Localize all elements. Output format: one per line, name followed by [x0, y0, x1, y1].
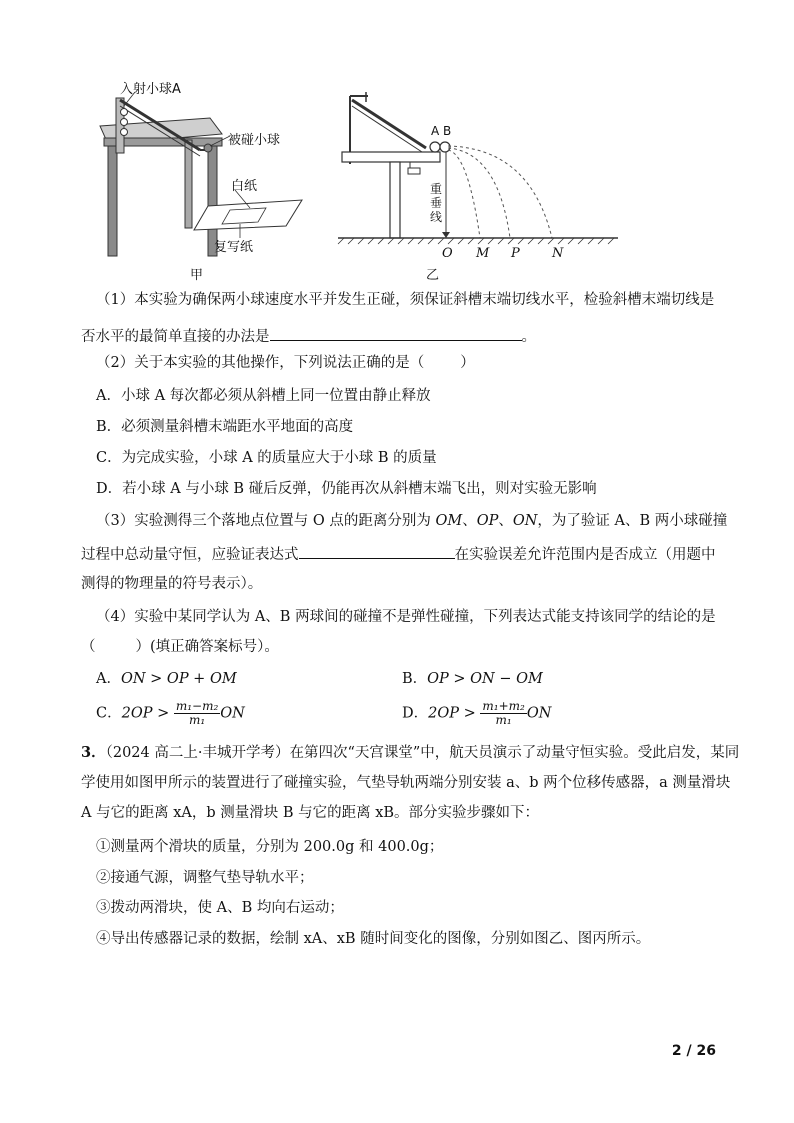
p3-step-4: ④导出传感器记录的数据，绘制 xA、xB 随时间变化的图像，分别如图乙、图丙所示。: [96, 931, 651, 947]
q3-line1-text: （3）实验测得三个落地点位置与 O 点的距离分别为: [96, 513, 431, 529]
label-ab: A B: [431, 124, 452, 138]
q2-option-d: D．若小球 A 与小球 B 碰后反弹，仍能再次从斜槽末端飞出，则对实验无影响: [96, 481, 597, 497]
label-carbon-paper: 复写纸: [214, 240, 254, 255]
q2-stem-close: ）: [460, 355, 475, 371]
q4-option-b: [402, 670, 543, 688]
q4-option-a: [96, 670, 237, 688]
p3-step-2: ②接通气源，调整气垫导轨水平；: [96, 870, 314, 886]
q3-on: ON: [512, 513, 538, 529]
q2-stem: [96, 354, 475, 372]
q3-line1-end: ，为了验证 A、B 两小球碰撞: [537, 513, 728, 529]
q2-option-c: C．为完成实验，小球 A 的质量应大于小球 B 的质量: [96, 450, 437, 466]
q4-option-c-right: ON: [220, 705, 245, 722]
p3-line3: A 与它的距离 xA，b 测量滑块 B 与它的距离 xB。部分实验步骤如下：: [81, 805, 540, 821]
label-white-paper: 白纸: [231, 179, 258, 194]
p3-source: （2024 高二上·丰城开学考）: [105, 745, 290, 761]
label-point-n: N: [552, 246, 564, 261]
label-incident-ball-a: 入射小球A: [120, 82, 181, 97]
q4-option-c-num: m₁−m₂: [175, 699, 219, 713]
q4-option-c-label: C．: [96, 705, 122, 722]
q2-option-b: B．必须测量斜槽末端距水平地面的高度: [96, 419, 354, 435]
q3-sep1: 、: [462, 513, 477, 529]
q3-line2-end: 在实验误差允许范围内是否成立（用题中: [454, 547, 716, 563]
p3-line1: [81, 744, 739, 762]
q4-option-c-left: 2OP >: [121, 705, 170, 722]
q4-option-d-left: 2OP >: [428, 705, 476, 722]
figure-jia: [90, 78, 320, 283]
q4-option-d-right: ON: [526, 705, 552, 722]
q3-answer-blank[interactable]: [299, 544, 455, 559]
apparatus-table-illustration: [90, 78, 320, 278]
q4-option-a-label: A．: [96, 671, 121, 687]
q1-line1: （1）本实验为确保两小球速度水平并发生正碰，须保证斜槽末端切线水平，检验斜槽末端切线是: [96, 292, 715, 308]
q4-option-d-label: D．: [402, 705, 429, 722]
q4-option-c-den: m₁: [188, 713, 206, 727]
q1-answer-blank[interactable]: [270, 326, 522, 341]
q2-stem-text: （2）关于本实验的其他操作，下列说法正确的是（: [96, 355, 425, 371]
label-plumb-1: 重: [430, 182, 443, 196]
label-point-m: M: [476, 246, 490, 261]
q3-line2: [81, 544, 716, 564]
q4-option-d-den: m₁: [495, 713, 512, 727]
q4-option-c: [96, 700, 245, 727]
page-number: 2 / 26: [671, 1043, 716, 1059]
label-target-ball: 被碰小球: [228, 133, 281, 148]
label-point-o: O: [442, 246, 453, 261]
q1-line2-text: 否水平的最简单直接的办法是: [81, 329, 270, 345]
q1-line2: [81, 326, 536, 346]
q3-op: OP: [476, 513, 499, 529]
q4-option-d-num: m₁+m₂: [482, 699, 525, 713]
q4-open-paren: （: [81, 639, 96, 655]
q4-option-d-fraction: [480, 700, 526, 727]
q3-line2-text: 过程中总动量守恒，应验证表达式: [81, 547, 299, 563]
label-plumb-3: 线: [430, 210, 443, 224]
q2-option-a: A．小球 A 每次都必须从斜槽上同一位置由静止释放: [96, 388, 431, 404]
q4-line2-end: ）(填正确答案标号）。: [135, 639, 279, 655]
p3-step-3: ③拨动两滑块，使 A、B 均向右运动；: [96, 900, 344, 916]
p3-line2: 学使用如图甲所示的装置进行了碰撞实验，气垫导轨两端分别安装 a、b 两个位移传感器，a 测量滑块: [81, 775, 731, 791]
label-plumb-2: 垂: [430, 196, 443, 210]
caption-jia: 甲: [190, 268, 204, 283]
q4-option-a-expr: ON > OP + OM: [120, 671, 237, 687]
q4-option-c-fraction: [174, 700, 220, 727]
q1-line2-end: 。: [521, 329, 536, 345]
p3-step-1: ①测量两个滑块的质量，分别为 200.0g 和 400.0g；: [96, 839, 444, 855]
p3-number: 3．: [81, 744, 106, 761]
q4-line2: [81, 638, 279, 656]
q4-option-b-label: B．: [402, 671, 428, 687]
caption-yi: 乙: [426, 268, 440, 283]
q4-line1: （4）实验中某同学认为 A、B 两球间的碰撞不是弹性碰撞，下列表达式能支持该同学的结论的是: [96, 609, 716, 625]
q4-option-b-expr: OP > ON − OM: [427, 671, 543, 687]
figure-yi: [330, 88, 630, 283]
q3-line3: 测得的物理量的符号表示）。: [81, 576, 263, 592]
p3-line1-text: 在第四次“天宫课堂”中，航天员演示了动量守恒实验。受此启发，某同: [289, 745, 740, 761]
label-point-p: P: [511, 246, 520, 261]
q3-sep2: 、: [498, 513, 513, 529]
q4-option-d: [402, 700, 551, 727]
q3-line1: [96, 512, 727, 530]
q3-om: OM: [435, 513, 463, 529]
